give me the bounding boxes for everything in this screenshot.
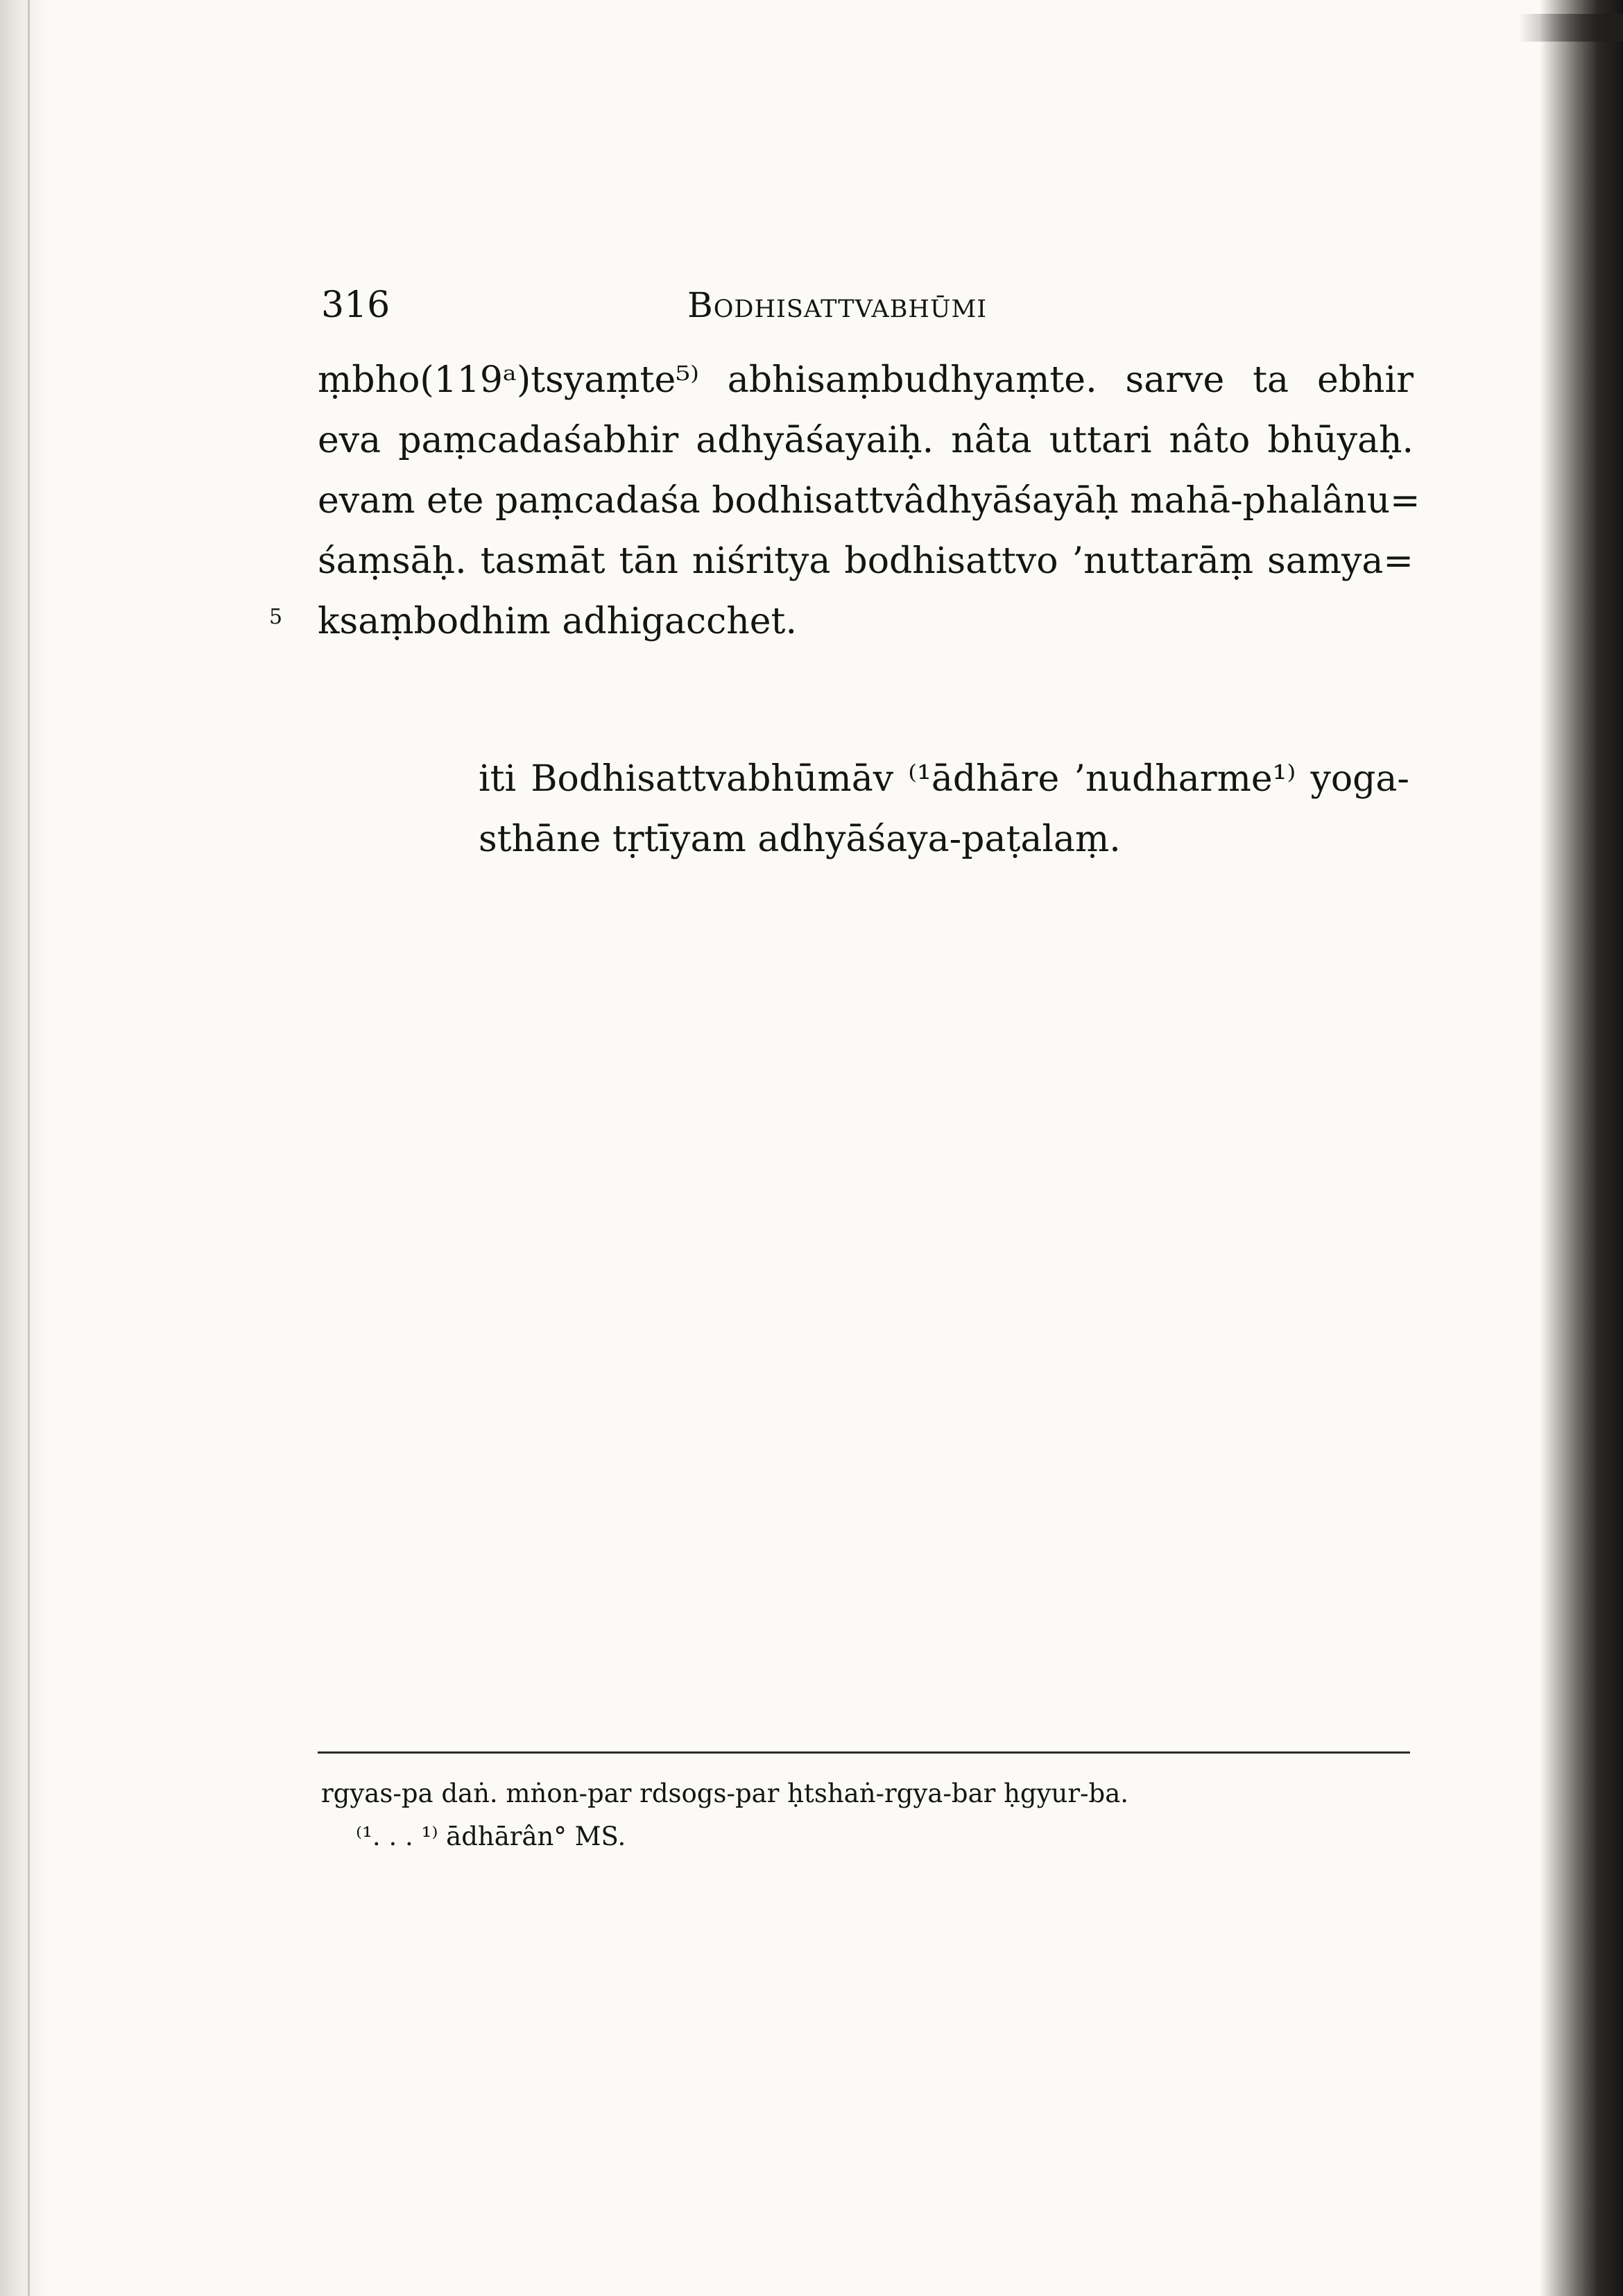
running-head: Bodhisattvabhūmi bbox=[687, 285, 988, 325]
footnotes bbox=[321, 1772, 1410, 1858]
text-line: śaṃsāḥ. tasmāt tān niśritya bodhisattvo ’nuttarāṃ samya= bbox=[318, 540, 1414, 582]
main-text bbox=[318, 350, 1420, 652]
footnote-line: rgyas-pa daṅ. mṅon-par rdsogs-par ḥtshaṅ-rgya-bar ḥgyur-ba. bbox=[321, 1779, 1129, 1808]
text-line: ṃbho(119ᵃ)tsyaṃte⁵⁾ abhisaṃbudhyaṃte. sarve ta ebhir bbox=[318, 359, 1414, 401]
footnote-rule bbox=[318, 1751, 1410, 1754]
text-line: evam ete paṃcadaśa bodhisattvâdhyāśayāḥ mahā-phalânu= bbox=[318, 480, 1420, 522]
page-header bbox=[321, 281, 1410, 329]
colophon-line: sthāne tṛtīyam adhyāśaya-paṭalaṃ. bbox=[479, 819, 1121, 860]
text-line: eva paṃcadaśabhir adhyāśayaiḥ. nâta uttari nâto bhūyaḥ. bbox=[318, 420, 1414, 461]
page-number: 316 bbox=[321, 284, 390, 326]
scan-corner-shadow bbox=[1519, 14, 1623, 42]
scan-right-edge bbox=[1540, 0, 1623, 2296]
colophon-line: iti Bodhisattvabhūmāv ⁽¹ādhāre ’nudharme¹⁾ yoga- bbox=[479, 758, 1409, 800]
text-line: ksaṃbodhim adhigacchet. bbox=[318, 601, 797, 642]
scan-left-edge bbox=[0, 0, 49, 2296]
colophon bbox=[479, 749, 1409, 870]
binding-line bbox=[28, 0, 30, 2296]
line-number: 5 bbox=[269, 605, 283, 629]
footnote-line: ⁽¹. . . ¹⁾ ādhārân° MS. bbox=[356, 1822, 626, 1851]
